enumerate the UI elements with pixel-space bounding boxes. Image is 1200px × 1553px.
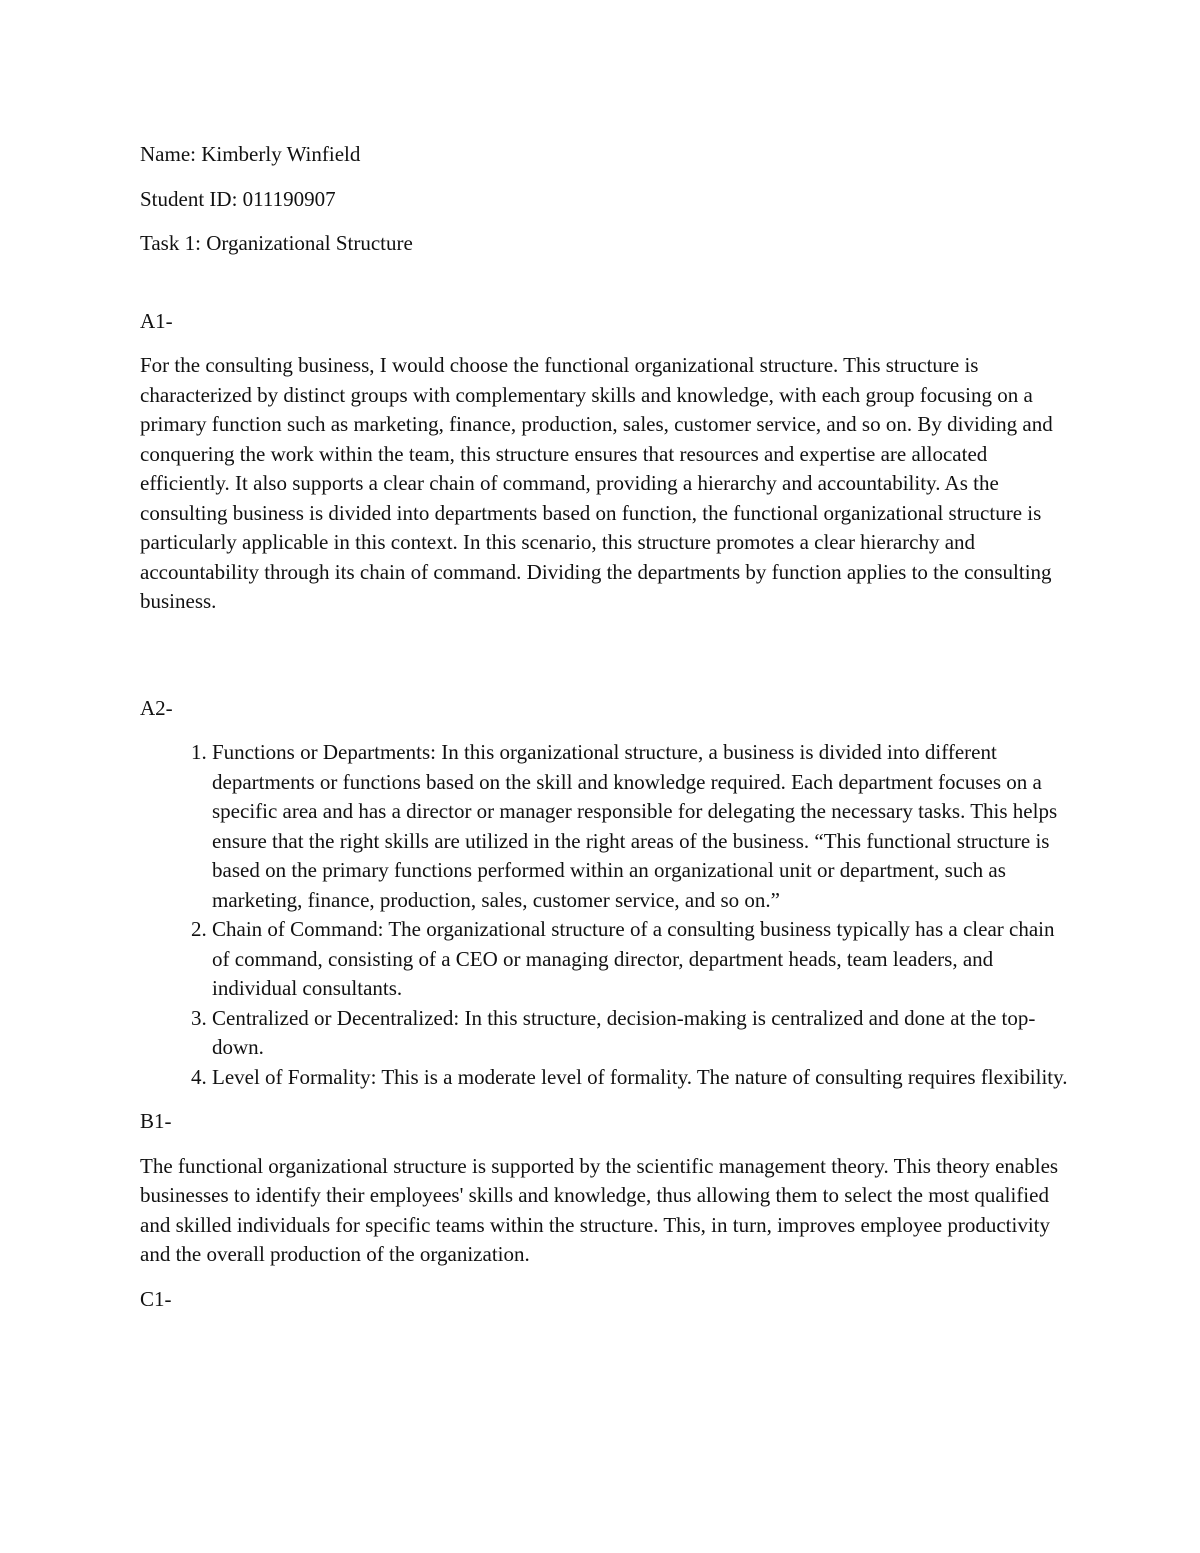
student-id: Student ID: 011190907 [140,186,336,211]
student-name: Name: Kimberly Winfield [140,142,361,166]
section-label-a1: A1- [140,308,173,333]
task-title: Task 1: Organizational Structure [140,231,413,255]
list-item: 4. Level of Formality: This is a moderate level of formality. The nature of consulting requires flexibility. [212,1063,1070,1093]
document-content [140,140,1070,1314]
section-a1-paragraph: For the consulting business, I would choose the functional organizational structure. This structure is characterized by distinct groups with complementary skills and knowledge, with each group focusing on a primary function such as marketing, finance, production, sales, customer service, and so on. By dividing and conquering the work within the team, this structure ensures that resources and expertise are allocated efficiently. It also supports a clear chain of command, providing a hierarchy and accountability. As the consulting business is divided into departments based on function, the functional organizational structure is particularly applicable in this context. In this scenario, this structure promotes a clear hierarchy and accountability through its chain of command. Dividing the departments by function applies to the consulting business. [140,353,1053,613]
list-item: 3. Centralized or Decentralized: In this structure, decision-making is centralized and done at the top-down. [212,1004,1070,1063]
section-label-b1: B1- [140,1109,172,1133]
section-b1-paragraph: The functional organizational structure is supported by the scientific management theory. This theory enables businesses to identify their employees' skills and knowledge, thus allowing them to select the most qualified and skilled individuals for specific teams within the structure. This, in turn, improves employee productivity and the overall production of the organization. [140,1153,1059,1266]
section-a2-list [140,738,1070,1092]
list-item: 2. Chain of Command: The organizational structure of a consulting business typically has a clear chain of command, consisting of a CEO or managing director, department heads, team leaders, and individual consultants. [212,915,1070,1004]
section-label-c1: C1- [140,1286,172,1311]
section-label-a2: A2- [140,695,173,720]
list-item: 1. Functions or Departments: In this organizational structure, a business is divided into different departments or functions based on the skill and knowledge required. Each department focuses on a specific area and has a director or manager responsible for delegating the necessary tasks. This helps ensure that the right skills are utilized in the right areas of the business. “This functional structure is based on the primary functions performed within an organizational unit or department, such as marketing, finance, production, sales, customer service, and so on.” [212,738,1070,915]
